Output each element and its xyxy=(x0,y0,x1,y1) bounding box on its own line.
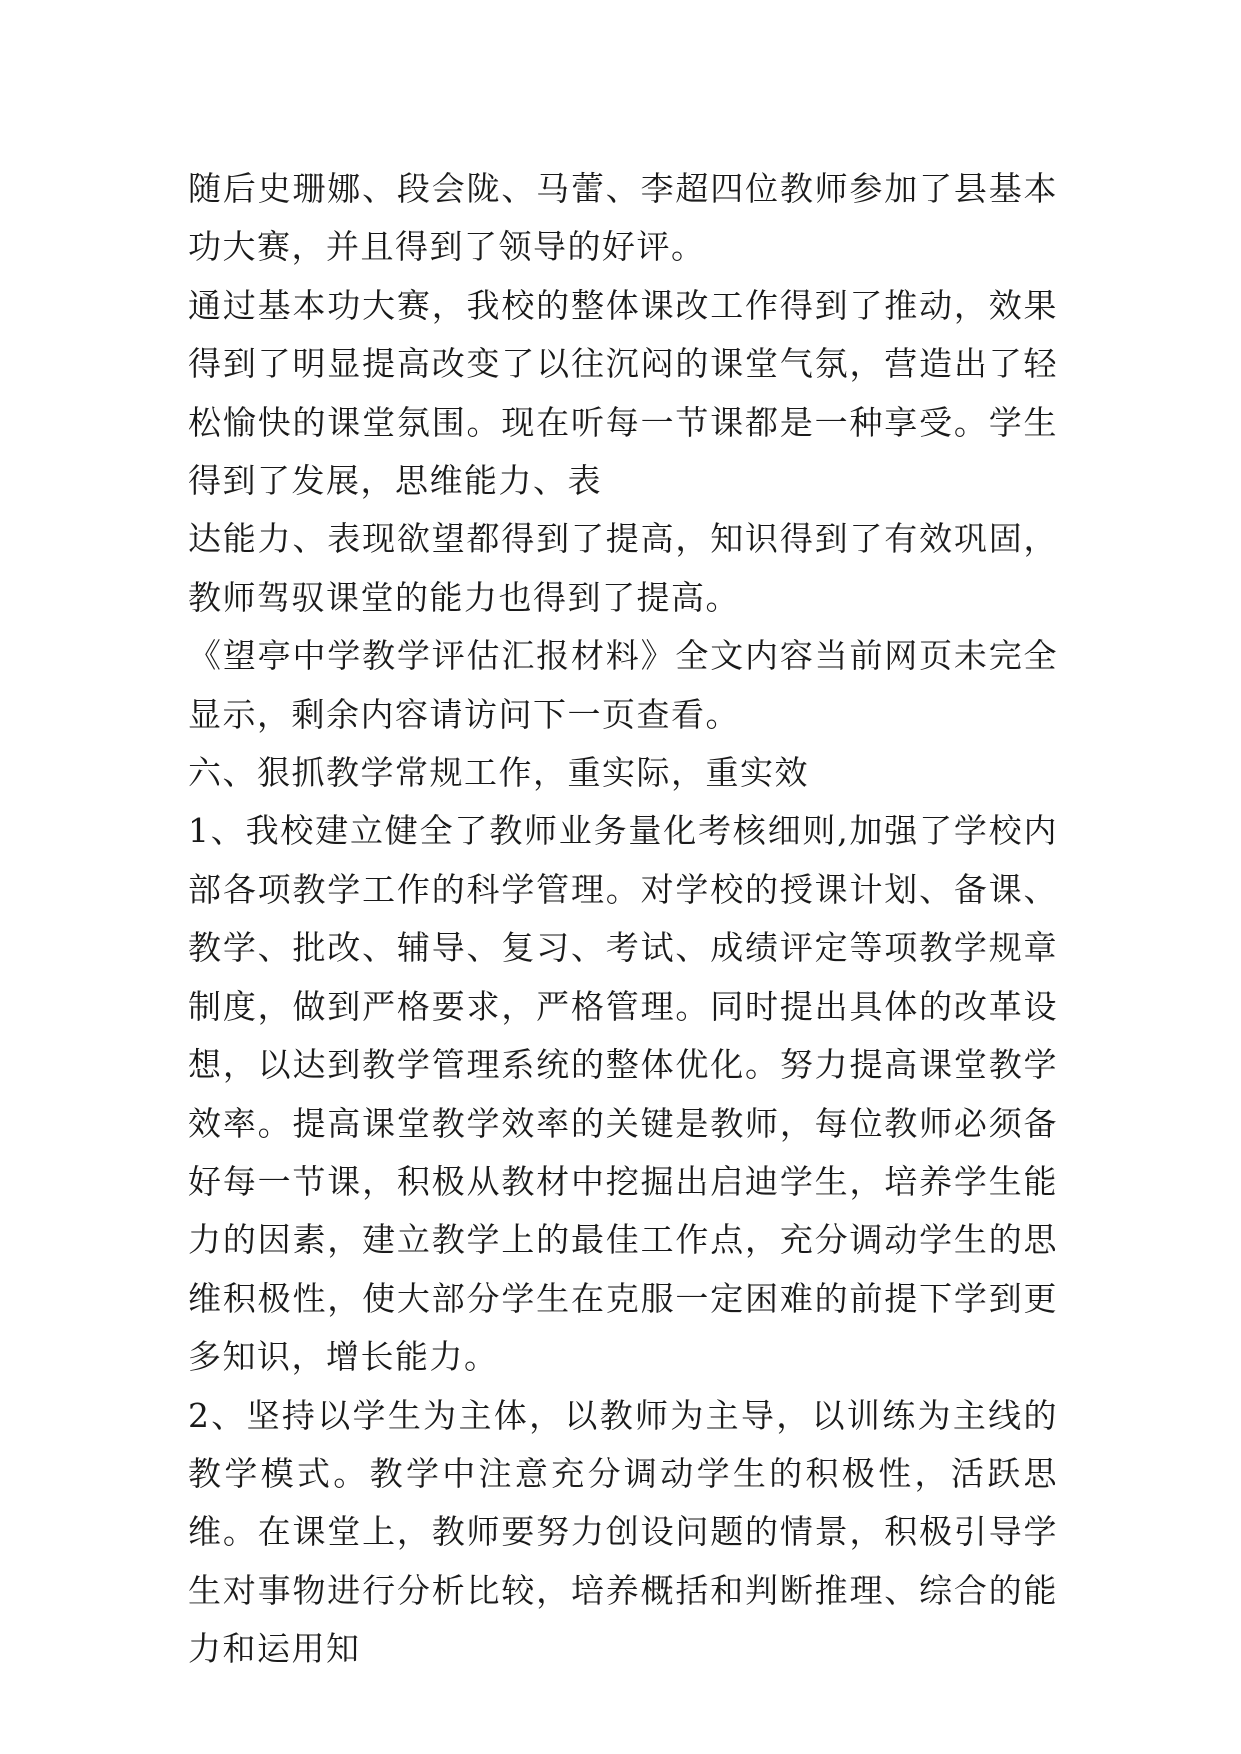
paragraph-reform-effect: 通过基本功大赛，我校的整体课改工作得到了推动，效果得到了明显提高改变了以往沉闷的课堂气氛，营造出了轻松愉快的课堂氛围。现在听每一节课都是一种享受。学生得到了发展，思维能力、表 xyxy=(188,285,1058,501)
section-heading-six: 六、狠抓教学常规工作，重实际，重实效 xyxy=(188,753,809,793)
paragraph-continuation-notice: 《望亭中学教学评估汇报材料》全文内容当前网页未完全显示，剩余内容请访问下一页查看。 xyxy=(188,636,1058,734)
paragraph-abilities: 达能力、表现欲望都得到了提高，知识得到了有效巩固，教师驾驭课堂的能力也得到了提高。 xyxy=(188,519,1058,617)
paragraph-item-2: 2、坚持以学生为主体，以教师为主导，以训练为主线的教学模式。教学中注意充分调动学生的积极性，活跃思维。在课堂上，教师要努力创设问题的情景，积极引导学生对事物进行分析比较，培养概括和判断推理、综合的能力和运用知 xyxy=(188,1395,1058,1669)
document-body xyxy=(188,160,1058,1679)
paragraph-item-1: 1、我校建立健全了教师业务量化考核细则,加强了学校内部各项教学工作的科学管理。对学校的授课计划、备课、教学、批改、辅导、复习、考试、成绩评定等项教学规章制度，做到严格要求，严格管理。同时提出具体的改革设想，以达到教学管理系统的整体优化。努力提高课堂教学效率。提高课堂教学效率的关键是教师，每位教师必须备好每一节课，积极从教材中挖掘出启迪学生，培养学生能力的因素，建立教学上的最佳工作点，充分调动学生的思维积极性，使大部分学生在克服一定困难的前提下学到更多知识，增长能力。 xyxy=(188,811,1058,1377)
paragraph-contestants: 随后史珊娜、段会陇、马蕾、李超四位教师参加了县基本功大赛，并且得到了领导的好评。 xyxy=(188,169,1058,267)
